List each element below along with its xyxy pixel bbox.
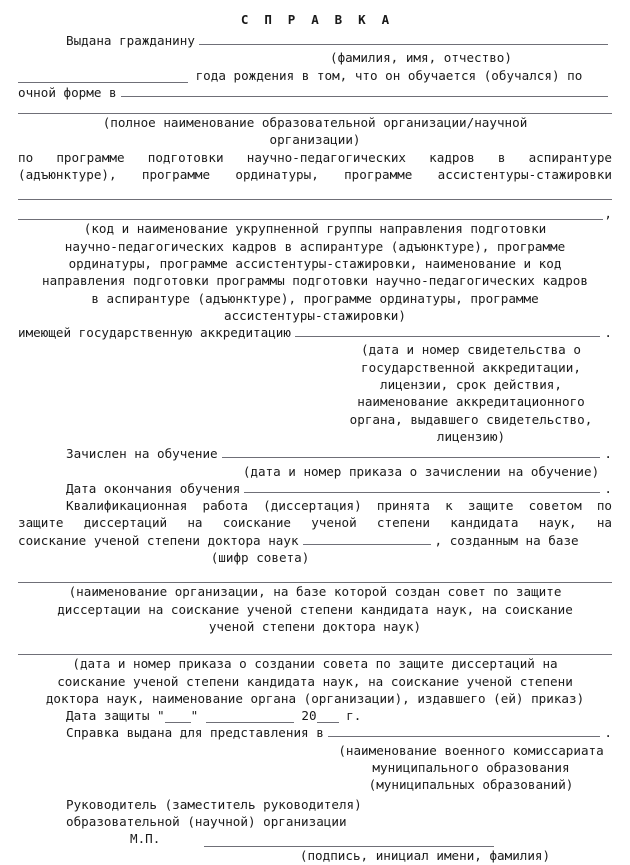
- program-caption-line-4: направления подготовки программы подготовки научно-педагогических кадров: [42, 273, 588, 289]
- certificate-document: [0, 12, 630, 864]
- study-form-label: очной форме в: [18, 84, 117, 100]
- program-caption-line-5: в аспирантуре (адъюнктуре), программе ординатуры, программе: [91, 290, 539, 306]
- council-order-caption-line-1: (дата и номер приказа о создании совета по защите диссертаций на: [72, 656, 558, 672]
- council-code-input-blank[interactable]: [303, 533, 431, 545]
- birth-year-input-blank[interactable]: [18, 71, 188, 83]
- head-title-line-1: Руководитель (заместитель руководителя): [66, 796, 362, 812]
- presentation-caption-line-3: (муниципальных образований): [368, 777, 574, 793]
- program-caption-line-1: (код и наименование укрупненной группы направления подготовки: [83, 221, 547, 237]
- defense-year-input-blank[interactable]: [317, 711, 339, 723]
- presentation-label: Справка выдана для представления в: [66, 725, 324, 741]
- organization-input-blank-2[interactable]: [18, 101, 612, 114]
- program-code-input-blank-1[interactable]: [18, 187, 612, 200]
- program-caption-line-2: научно-педагогических кадров в аспирантуре (адъюнктуре), программе: [64, 238, 566, 254]
- organization-caption-line-2: организации): [269, 132, 361, 148]
- birth-year-line: [18, 67, 612, 84]
- military-commissariat-input-blank[interactable]: [328, 725, 601, 737]
- signature-block: [18, 796, 612, 865]
- page-title: С П Р А В К А: [240, 12, 394, 27]
- defense-month-input-blank[interactable]: [206, 711, 294, 723]
- accreditation-caption-line-4: наименование аккредитационного: [357, 394, 585, 410]
- accreditation-caption-line-3: лицензии, срок действия,: [380, 377, 562, 393]
- stamp-label: М.П.: [130, 831, 161, 847]
- organization-input-blank[interactable]: [121, 85, 608, 97]
- council-order-caption-line-3: доктора наук, наименование органа (организации), издавшего (ей) приказ): [45, 690, 585, 706]
- accreditation-caption-line-6: лицензию): [436, 428, 506, 444]
- presentation-caption-line-2: муниципального образования: [372, 759, 570, 775]
- accreditation-input-blank[interactable]: [295, 325, 600, 337]
- council-org-caption-line-3: ученой степени доктора наук): [208, 618, 422, 634]
- dissertation-line-2: защите диссертаций на соискание ученой степени кандидата наук, на: [18, 515, 612, 531]
- stamp-signature-row: [18, 830, 612, 847]
- signature-input-blank[interactable]: [204, 834, 494, 847]
- defense-year-prefix: 20: [301, 708, 317, 724]
- birth-year-suffix-label: года рождения в том, что он обучается (обучался) по: [195, 67, 583, 83]
- council-org-caption-line-1: (наименование организации, на базе которой создан совет по защите: [68, 584, 562, 600]
- end-date-terminator: .: [604, 480, 612, 496]
- defense-date-line: [18, 707, 612, 724]
- accreditation-label: имеющей государственную аккредитацию: [18, 325, 291, 341]
- issued-to-label: Выдана гражданину: [66, 33, 195, 48]
- program-paragraph: по программе подготовки научно-педагогических кадров в аспирантуре (адъюнктуре), программе ординатуры, программе ассистентуры-стажировки: [18, 149, 612, 183]
- program-caption-line-3: ординатуры, программе ассистентуры-стажировки, наименование и код: [68, 255, 562, 271]
- dissertation-line-3-suffix: , созданным на базе: [434, 532, 579, 548]
- issued-to-line: [18, 32, 612, 49]
- fio-input-blank[interactable]: [199, 33, 608, 45]
- program-caption-line-6: ассистентуры-стажировки): [224, 307, 406, 323]
- study-form-line: [18, 84, 612, 101]
- defense-day-input-blank[interactable]: [165, 711, 191, 723]
- council-org-caption-line-2: диссертации на соискание ученой степени кандидата наук, на соискание: [57, 601, 573, 617]
- accreditation-caption-line-1: (дата и номер свидетельства о: [361, 342, 581, 358]
- enrollment-order-input-blank[interactable]: [222, 446, 601, 458]
- accreditation-caption-line-2: государственной аккредитации,: [361, 359, 581, 375]
- council-organization-input-blank[interactable]: [18, 570, 612, 583]
- program-code-input-blank-2[interactable]: [18, 207, 612, 220]
- council-code-caption: (шифр совета): [210, 550, 310, 566]
- end-date-label: Дата окончания обучения: [66, 480, 241, 496]
- enrollment-line: [18, 445, 612, 462]
- enrollment-label: Зачислен на обучение: [66, 446, 218, 462]
- signature-caption: (подпись, инициал имени, фамилия): [299, 848, 551, 864]
- end-date-input-blank[interactable]: [244, 481, 600, 493]
- program-trailing-comma: ,: [604, 206, 612, 222]
- end-date-line: [18, 480, 612, 497]
- presentation-terminator: .: [604, 725, 612, 741]
- dissertation-line-3: [18, 532, 612, 549]
- fio-caption: (фамилия, имя, отчество): [330, 50, 512, 66]
- defense-date-label: Дата защиты: [66, 708, 150, 724]
- accreditation-terminator: .: [604, 325, 612, 341]
- dissertation-line-1: Квалификационная работа (диссертация) принята к защите советом по: [66, 498, 612, 514]
- dissertation-line-3-prefix: соискание ученой степени доктора наук: [18, 532, 299, 548]
- defense-day-quote-close: ": [190, 708, 199, 724]
- council-order-caption-line-2: соискание ученой степени кандидата наук, на соискание ученой степени: [57, 673, 573, 689]
- presentation-caption-line-1: (наименование военного комиссариата: [338, 742, 604, 758]
- enrollment-terminator: .: [604, 446, 612, 462]
- presentation-line: [18, 724, 612, 741]
- head-title-line-2: образовательной (научной) организации: [66, 813, 347, 829]
- defense-day-quote-open: ": [157, 708, 165, 724]
- enrollment-caption: (дата и номер приказа о зачислении на обучение): [242, 463, 600, 479]
- defense-year-suffix: г.: [346, 708, 362, 724]
- accreditation-line: [18, 324, 612, 341]
- organization-caption-line-1: (полное наименование образовательной организации/научной: [102, 115, 528, 131]
- council-order-input-blank[interactable]: [18, 642, 612, 655]
- accreditation-caption-line-5: органа, выдавшего свидетельство,: [349, 411, 593, 427]
